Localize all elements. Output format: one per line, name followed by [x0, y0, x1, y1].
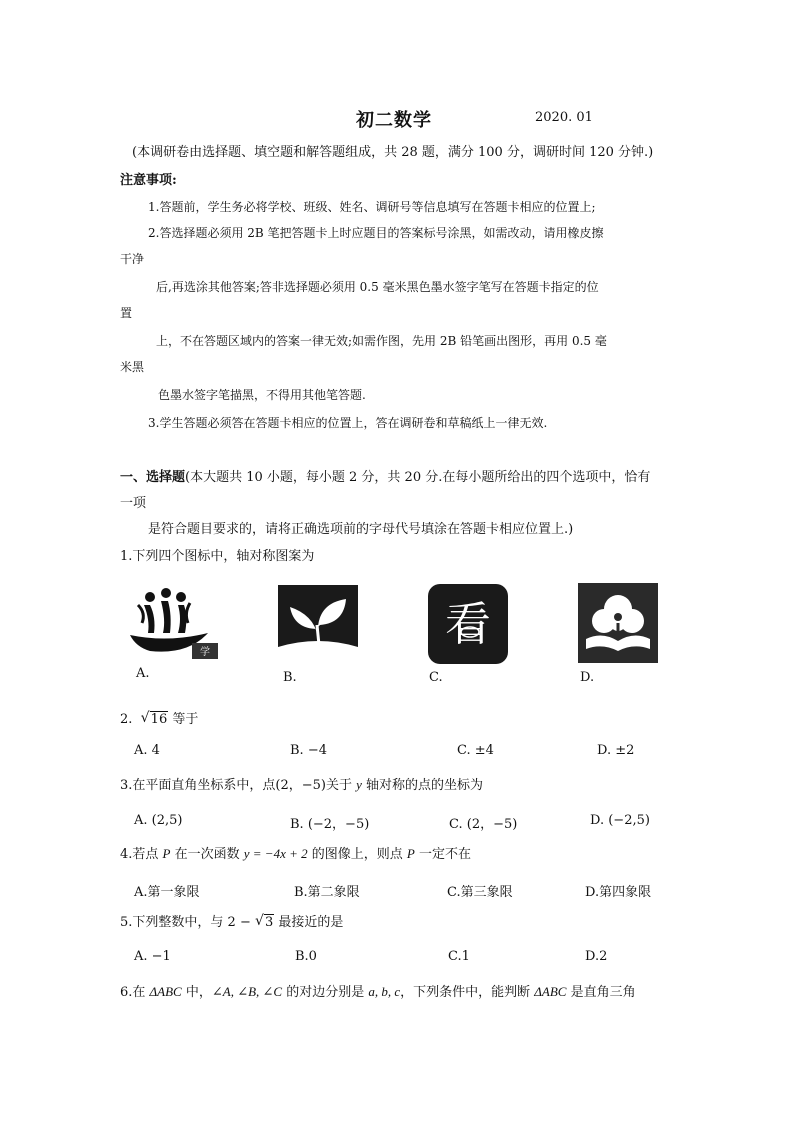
note-2f: 米黑 [120, 360, 145, 374]
q4-option-d: D.第四象限 [585, 885, 652, 900]
q6-stem [120, 984, 636, 1001]
q1-label-b: B. [283, 670, 297, 685]
q3-option-b: B. (−2，−5) [290, 817, 370, 832]
q2-radicand: 16 [150, 712, 168, 727]
q2-stem [120, 712, 198, 728]
q6-angles: ∠A, ∠B, ∠C [211, 984, 283, 999]
q3-stem [120, 777, 483, 794]
q4-option-a: A.第一象限 [134, 885, 200, 900]
q1-icon-d [578, 583, 658, 663]
q4-stem-d: 一定不在 [414, 847, 471, 862]
q6-stem-a: 6.在 [120, 985, 150, 1000]
q2-option-a: A. 4 [134, 743, 160, 758]
q1-icon-a [128, 585, 220, 660]
q6-stem-d: ，下列条件中，能判断 [400, 985, 535, 1000]
q4-option-b: B.第二象限 [294, 885, 360, 900]
q5-stem-a: 5.下列整数中，与 2 − [120, 915, 255, 930]
q4-option-c: C.第三象限 [447, 885, 513, 900]
q6-stem-e: 是直角三角 [566, 985, 636, 1000]
q3-var: y [356, 777, 362, 792]
q2-sqrt [141, 712, 169, 728]
section1-line3: 是符合题目要求的，请将正确选项前的字母代号填涂在答题卡相应位置上.) [148, 522, 574, 537]
q5-option-b: B.0 [295, 949, 317, 964]
q1-icon-b [278, 585, 358, 665]
q2-option-d: D. ±2 [597, 743, 635, 758]
q4-p1: P [162, 846, 171, 861]
q5-option-c: C.1 [448, 949, 470, 964]
q4-p2: P [406, 846, 415, 861]
q3-stem-b: 轴对称的点的坐标为 [361, 778, 484, 793]
note-2b: 干净 [120, 252, 145, 266]
q2-option-c: C. ±4 [457, 743, 494, 758]
q6-stem-b: 中， [181, 985, 212, 1000]
q6-triangle-2: ΔABC [534, 984, 567, 999]
q5-radicand: 3 [264, 915, 274, 930]
q5-stem [120, 915, 343, 931]
section1-heading [120, 470, 650, 486]
note-2a: 2.答选择题必须用 2B 笔把答题卡上时应题目的答案标号涂黑，如需改动，请用橡皮擦 [148, 226, 604, 240]
q5-sqrt [255, 915, 274, 931]
section1-desc: (本大题共 10 小题，每小题 2 分，共 20 分.在每小题所给出的四个选项中，恰有 [185, 470, 651, 485]
q3-option-d: D. (−2,5) [590, 813, 650, 828]
section1-line2: 一项 [120, 496, 147, 511]
intro-text: (本调研卷由选择题、填空题和解答题组成，共 28 题，满分 100 分，调研时间 120 分钟.) [132, 145, 654, 160]
q6-sides: a, b, c [368, 984, 401, 999]
sqrt-icon: √ [254, 913, 264, 929]
sqrt-icon: √ [140, 710, 150, 726]
q5-option-d: D.2 [585, 949, 608, 964]
page-title: 初二数学 [356, 110, 432, 131]
q2-suffix: 等于 [172, 712, 199, 727]
note-3: 3.学生答题必须答在答题卡相应的位置上，答在调研卷和草稿纸上一律无效. [148, 416, 548, 430]
note-1: 1.答题前，学生务必将学校、班级、姓名、调研号等信息填写在答题卡相应的位置上; [148, 200, 596, 214]
q1-label-c: C. [429, 670, 443, 685]
q4-stem-a: 4.若点 [120, 847, 163, 862]
q1-label-d: D. [580, 670, 595, 685]
note-2c: 后,再选涂其他答案;答非选择题必须用 0.5 毫米黑色墨水签字笔写在答题卡指定的位 [156, 280, 599, 294]
notes-heading: 注意事项: [120, 173, 177, 188]
note-2d: 置 [120, 306, 133, 320]
q1-icon-c [428, 584, 508, 664]
icon-c-char: 看 [445, 597, 491, 651]
q6-stem-c: 的对边分别是 [282, 985, 369, 1000]
note-2e: 上，不在答题区域内的答案一律无效;如需作图，先用 2B 铅笔画出图形，再用 0.5 毫 [156, 334, 607, 348]
q4-function: y = −4x + 2 [243, 846, 308, 861]
q4-stem-c: 的图像上，则点 [307, 847, 407, 862]
note-2g: 色墨水签字笔描黑，不得用其他笔答题. [158, 388, 366, 402]
section1-title: 一、选择题 [120, 470, 186, 485]
exam-date: 2020. 01 [535, 110, 593, 125]
q5-option-a: A. −1 [134, 949, 171, 964]
q4-stem-b: 在一次函数 [170, 847, 244, 862]
q1-label-a: A. [136, 666, 150, 681]
q2-option-b: B. −4 [290, 743, 327, 758]
q3-option-c: C. (2，−5) [449, 817, 518, 832]
q3-stem-a: 3.在平面直角坐标系中，点(2，−5)关于 [120, 778, 357, 793]
q4-stem [120, 846, 471, 863]
q1-stem: 1.下列四个图标中，轴对称图案为 [120, 549, 315, 564]
icon-a-char: 学 [200, 647, 210, 658]
q6-triangle-1: ΔABC [149, 984, 182, 999]
q3-option-a: A. (2,5) [134, 813, 183, 828]
q2-number: 2. [120, 712, 133, 727]
q5-stem-b: 最接近的是 [274, 915, 344, 930]
